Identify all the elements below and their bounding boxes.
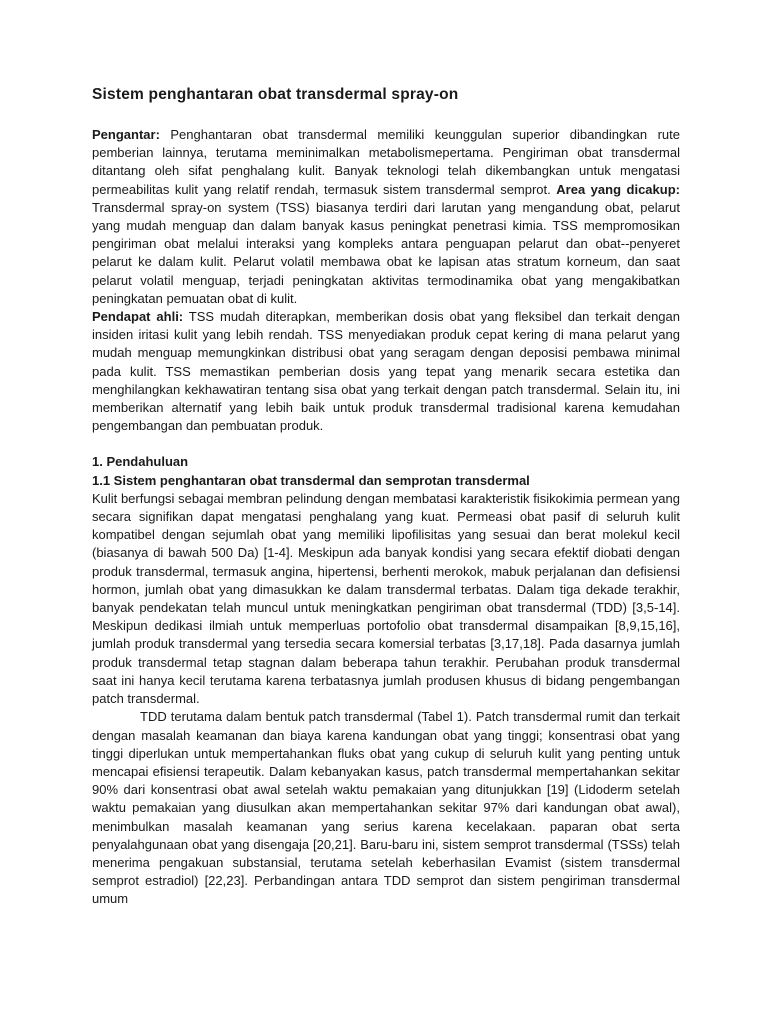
document-title: Sistem penghantaran obat transdermal spray-on xyxy=(92,86,459,103)
area-covered-label: Area yang dicakup: xyxy=(556,181,680,197)
opinion-text: TSS mudah diterapkan, memberikan dosis obat yang fleksibel dan terkait dengan insiden iritasi kulit yang lebih rendah. TSS menyediakan produk cepat kering di mana pelarut yang mudah menguap memungkinkan distribusi obat yang seragam dengan deposisi pembawa minimal pada kulit. TSS memastikan pemberian dosis yang tepat yang menarik secara estetika dan menghilangkan kekhawatiran tentang sisa obat yang terkait dengan patch transdermal. Selain itu, ini memberikan alternatif yang lebih baik untuk produk transdermal tradisional karena kemudahan pengembangan dan pembuatan produk. xyxy=(92,309,680,434)
body-paragraph-1: Kulit berfungsi sebagai membran pelindung dengan membatasi karakteristik fisikokimia permean yang secara signifikan dapat mengatasi penghalang yang kuat. Permeasi obat pasif di seluruh kulit kompatibel dengan sejumlah obat yang memiliki lipofilisitas yang sesuai dan berat molekul kecil (biasanya di bawah 500 Da) [1-4]. Meskipun ada banyak kondisi yang secara efektif diobati dengan produk transdermal, termasuk angina, hipertensi, berhenti merokok, mabuk perjalanan dan defisiensi hormon, jumlah obat yang dimasukkan ke dalam transdermal terbatas. Dalam tiga dekade terakhir, banyak pendekatan telah muncul untuk meningkatkan pengiriman obat transdermal (TDD) [3,5-14]. Meskipun dedikasi ilmiah untuk memperluas portofolio obat transdermal disampaikan [8,9,15,16], jumlah produk transdermal yang tersedia secara komersial terbatas [3,17,18]. Pada dasarnya jumlah produk transdermal tetap stagnan dalam beberapa tahun terakhir. Perubahan produk transdermal saat ini hanya kecil terutama karena terbatasnya jumlah produsen khusus di bidang pengembangan patch transdermal. xyxy=(92,490,680,707)
intro-text-2: Transdermal spray-on system (TSS) biasanya terdiri dari larutan yang mengandung obat, pelarut yang mudah menguap dan dalam banyak kasus peningkat penetrasi kimia. TSS mempromosikan pengiriman obat melalui interaksi yang kompleks antara penguapan pelarut dan obat--penyeret pelarut ke dalam kulit. Pelarut volatil membawa obat ke lapisan atas stratum korneum, dan saat pelarut volatil menguap, terjadi peningkatan aktivitas termodinamika obat yang mengakibatkan peningkatan pemuatan obat di kulit. xyxy=(92,199,680,306)
subsection-heading: 1.1 Sistem penghantaran obat transdermal dan semprotan transdermal xyxy=(92,472,530,488)
intro-lead: Pengantar: xyxy=(92,127,160,142)
section-heading: 1. Pendahuluan xyxy=(92,454,189,470)
body-paragraph-2: TDD terutama dalam bentuk patch transdermal (Tabel 1). Patch transdermal rumit dan terkait dengan masalah keamanan dan biaya karena kandungan obat yang tinggi; konsentrasi obat yang tinggi diperlukan untuk mempertahankan fluks obat yang cukup di seluruh kulit yang penting untuk mencapai efisiensi terapeutik. Dalam kebanyakan kasus, patch transdermal mempertahankan sekitar 90% dari konsentrasi obat awal setelah waktu pemakaian yang ditunjukkan [19] (Lidoderm setelah waktu pemakaian yang diusulkan akan mempertahankan sekitar 97% dari kandungan obat awal), menimbulkan masalah keamanan yang serius karena kecelakaan. paparan obat serta penyalahgunaan obat yang disengaja [20,21]. Baru-baru ini, sistem semprot transdermal (TSSs) telah menerima pengakuan substansial, terutama setelah keberhasilan Evamist (sistem transdermal semprot estradiol) [22,23]. Perbandingan antara TDD semprot dan sistem pengiriman transdermal umum xyxy=(92,709,680,907)
spacer xyxy=(92,435,680,453)
intro-text-1: Penghantaran obat transdermal memiliki keunggulan superior dibandingkan rute pemberian lainnya, terutama meminimalkan metabolismepertama. Pengiriman obat transdermal ditantang oleh sifat penghalang kulit. Banyak teknologi telah dikembangkan untuk mengatasi permeabilitas kulit yang relatif rendah, termasuk sistem transdermal semprot. xyxy=(92,127,680,197)
intro-paragraph xyxy=(92,126,680,308)
opinion-paragraph xyxy=(92,308,680,435)
opinion-lead: Pendapat ahli: xyxy=(92,309,184,325)
